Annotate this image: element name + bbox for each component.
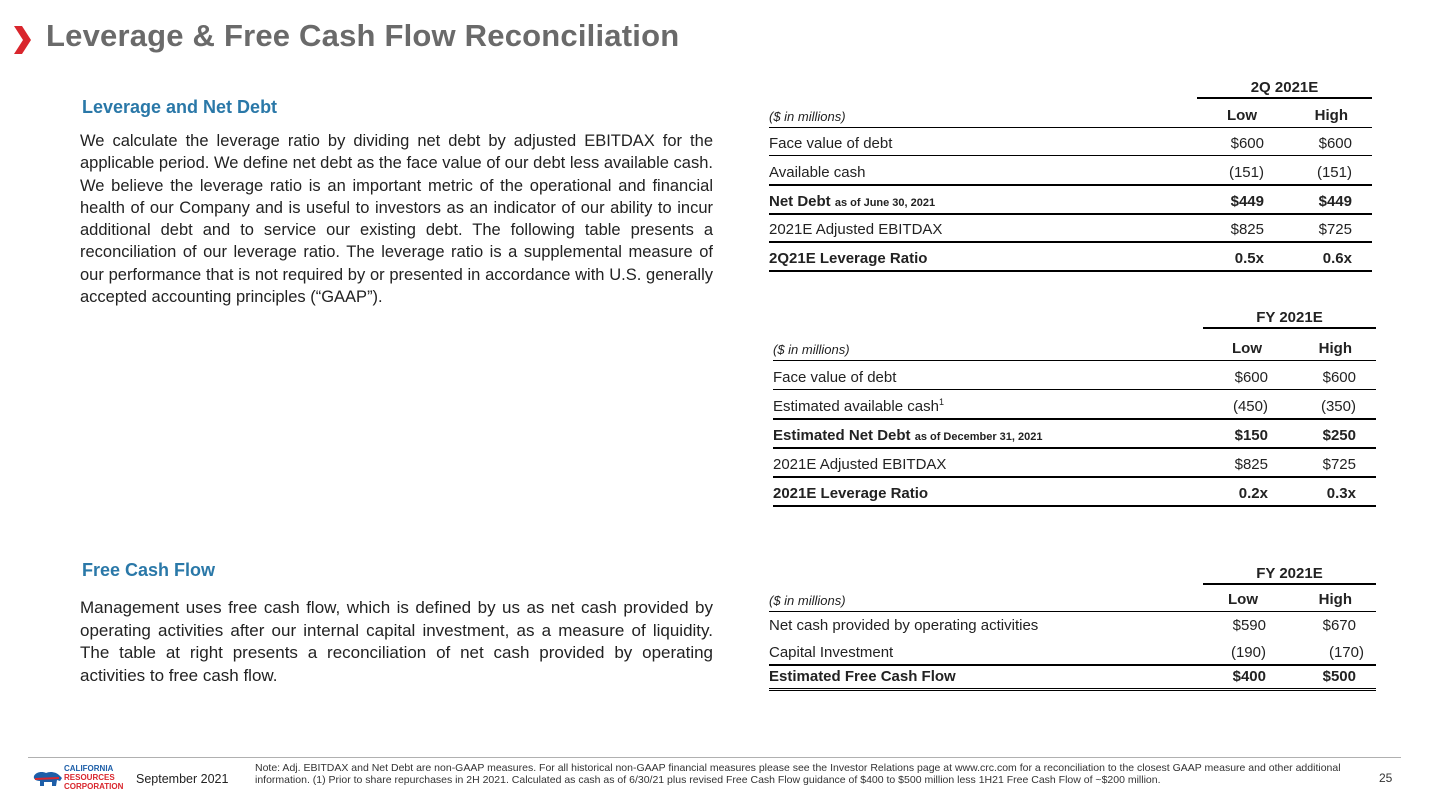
table-period-header: FY 2021E (1203, 565, 1376, 585)
row-low-value: $825 (1230, 221, 1264, 238)
table-row (769, 611, 1376, 637)
row-label: 2021E Adjusted EBITDAX (773, 456, 947, 473)
row-low-value: $825 (1234, 456, 1268, 473)
row-low-value: $400 (1232, 668, 1266, 685)
row-high-value: $725 (1322, 456, 1356, 473)
table-row (769, 155, 1372, 186)
row-high-value: 0.3x (1326, 485, 1356, 502)
page-title: Leverage & Free Cash Flow Reconciliation (46, 18, 680, 53)
row-label: Net Debt as of June 30, 2021 (769, 193, 936, 210)
footer-divider (28, 757, 1401, 758)
fcf-body: Management uses free cash flow, which is defined by us as net cash provided by operating activities after our internal capital investment, as a measure of liquidity. The table at right presents a reconciliation of net cash provided by operating activities to free cash flow. (80, 598, 713, 685)
footer-date: September 2021 (136, 772, 229, 786)
row-label: 2021E Adjusted EBITDAX (769, 221, 943, 238)
table-row (769, 637, 1376, 666)
row-high-value: (170) (1328, 644, 1364, 661)
row-low-value: $590 (1232, 617, 1266, 634)
row-low-value: (450) (1232, 398, 1268, 415)
table-row (773, 389, 1376, 420)
col-high-header: High (1314, 107, 1348, 124)
row-high-value: $600 (1322, 369, 1356, 386)
table-header-row (769, 589, 1376, 612)
row-label: Estimated Net Debt as of December 31, 2021 (773, 427, 1043, 444)
row-low-value: (190) (1230, 644, 1266, 661)
table-row (769, 184, 1372, 215)
table-row (769, 213, 1372, 243)
row-high-value: $600 (1318, 135, 1352, 152)
leverage-body: We calculate the leverage ratio by dividing net debt by adjusted EBITDAX for the applicable period. We define net debt as the face value of our debt less available cash. We believe the leverage ratio is an important metric of the operational and financial health of our Company and is useful to investors as an indicator of our ability to incur additional debt and to service our existing debt. The following table presents a reconciliation of our leverage ratio. The leverage ratio is a supplemental measure of our performance that is not required by or presented in accordance with U.S. generally accepted accounting principles (“GAAP”). (80, 132, 713, 307)
row-label: Face value of debt (773, 369, 897, 386)
table-period-header: FY 2021E (1203, 309, 1376, 329)
table-fcf-2021 (769, 565, 1376, 695)
col-high-header: High (1318, 340, 1352, 357)
row-label: Estimated available cash$^1$ (773, 397, 944, 415)
table-row (769, 241, 1372, 272)
units-label: ($ in millions) (769, 109, 846, 124)
row-label: Capital Investment (769, 644, 894, 661)
units-label: ($ in millions) (769, 593, 846, 608)
leverage-heading: Leverage and Net Debt (82, 97, 278, 117)
row-high-value: $250 (1322, 427, 1356, 444)
table-row (769, 127, 1372, 156)
row-high-value: (151) (1316, 164, 1352, 181)
col-low-header: Low (1232, 340, 1262, 357)
page-number: 25 (1379, 771, 1393, 785)
row-low-value: (151) (1228, 164, 1264, 181)
row-label: Net cash provided by operating activities (769, 617, 1039, 634)
row-high-value: $500 (1322, 668, 1356, 685)
row-label: Face value of debt (769, 135, 893, 152)
table-row (773, 418, 1376, 449)
row-low-value: 0.5x (1234, 250, 1264, 267)
col-low-header: Low (1227, 107, 1257, 124)
row-low-value: $150 (1234, 427, 1268, 444)
row-low-value: $449 (1230, 193, 1264, 210)
row-low-value: $600 (1230, 135, 1264, 152)
table-2q-2021 (769, 79, 1372, 274)
chevron-right-icon (12, 24, 32, 56)
footer-note: Note: Adj. EBITDAX and Net Debt are non-GAAP measures. For all historical non-GAAP financial measures please see the Investor Relations page at www.crc.com for a reconciliation to the closest GAAP measure and other additional information. (1) Prior to share repurchases in 2H 2021. Calculated as cash as of 6/30/21 plus revised Free Cash Flow guidance of $400 to $500 million less 1H21 Free Cash Flow of ~$200 million. (255, 762, 1341, 786)
table-period-header: 2Q 2021E (1197, 79, 1372, 99)
table-row (773, 447, 1376, 478)
row-label: 2Q21E Leverage Ratio (769, 250, 928, 267)
table-fy-2021-leverage (773, 309, 1376, 509)
table-row (773, 476, 1376, 507)
fcf-heading: Free Cash Flow (82, 560, 216, 580)
row-low-value: $600 (1234, 369, 1268, 386)
col-low-header: Low (1228, 591, 1258, 608)
table-row (773, 360, 1376, 390)
table-header-row (773, 335, 1376, 361)
row-high-value: $725 (1318, 221, 1352, 238)
row-label: 2021E Leverage Ratio (773, 485, 929, 502)
table-header-row (769, 103, 1372, 128)
row-high-value: $449 (1318, 193, 1352, 210)
row-low-value: 0.2x (1238, 485, 1268, 502)
company-logo-text: CALIFORNIA RESOURCES CORPORATION (64, 764, 124, 791)
row-high-value: 0.6x (1322, 250, 1352, 267)
row-label: Estimated Free Cash Flow (769, 668, 956, 685)
row-label: Available cash (769, 164, 866, 181)
units-label: ($ in millions) (773, 342, 850, 357)
col-high-header: High (1318, 591, 1352, 608)
row-high-value: (350) (1320, 398, 1356, 415)
row-high-value: $670 (1322, 617, 1356, 634)
table-row (769, 664, 1376, 691)
